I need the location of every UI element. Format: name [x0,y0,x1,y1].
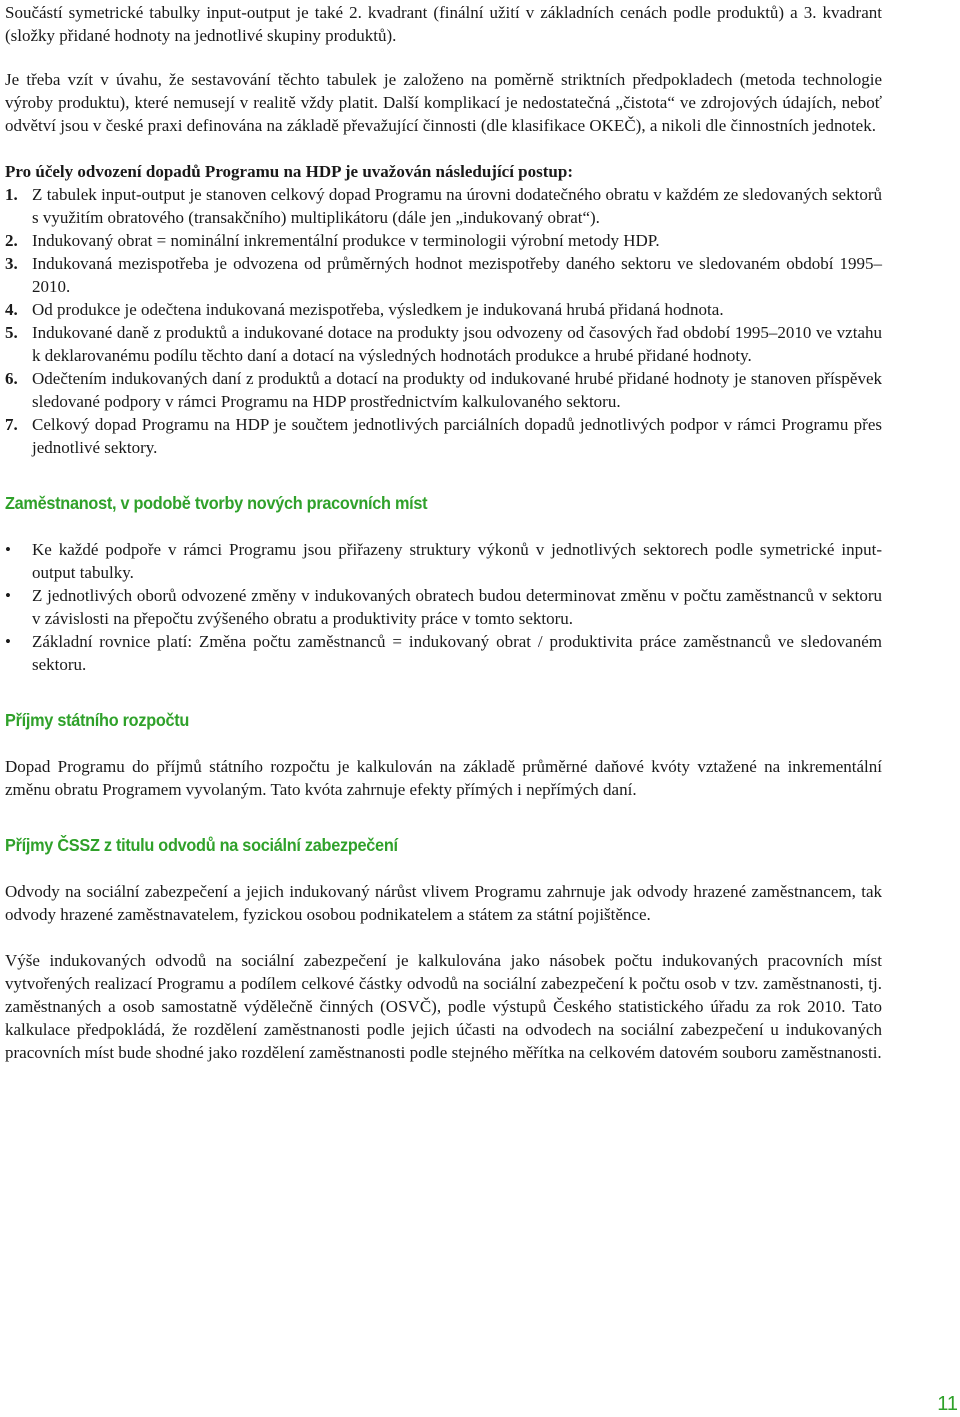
procedure-step [5,183,882,229]
paragraph-cssz-contributions: Odvody na sociální zabezpečení a jejich indukovaný nárůst vlivem Programu zahrnuje jak odvody hrazené zaměstnancem, tak odvody hrazené zaměstnavatelem, fyzickou osobou podnikatelem a státem za státní pojištěnce. [5,882,882,924]
bullet-text: Z jednotlivých oborů odvozené změny v indukovaných obratech budou determinovat změnu v počtu zaměstnanců v sektoru v závislosti na přepočtu zvýšeného obratu a produktivity práce v tomto sektoru. [32,586,882,628]
step-number: 6. [5,369,18,388]
bullet-text: Základní rovnice platí: Změna počtu zaměstnanců = indukovaný obrat / produktivita práce zaměstnanců ve sledovaném sektoru. [32,632,882,674]
step-text: Indukované daně z produktů a indukované dotace na produkty jsou odvozeny od časových řad období 1995–2010 ve vztahu k deklarovanému podílu těchto daní a dotací na výsledných hodnotách produkce a hrubé přidané hodnoty. [32,323,882,365]
step-text: Celkový dopad Programu na HDP je součtem jednotlivých parciálních dopadů jednotlivých podpor v rámci Programu přes jednotlivé sektory. [32,415,882,457]
procedure-step [5,321,882,367]
procedure-intro: Pro účely odvození dopadů Programu na HDP je uvažován následující postup: [5,162,573,181]
heading-employment: Zaměstnanost, v podobě tvorby nových pracovních míst [5,493,428,513]
bullet-icon: • [5,586,11,605]
step-number: 3. [5,254,18,273]
bullet-item [5,538,882,584]
step-number: 7. [5,415,18,434]
bullet-item [5,630,882,676]
step-text: Indukovaná mezispotřeba je odvozena od průměrných hodnot mezispotřeby daného sektoru ve sledovaném období 1995–2010. [32,254,882,296]
procedure-step [5,367,882,413]
employment-bullets [5,538,882,676]
step-text: Od produkce je odečtena indukovaná mezispotřeba, výsledkem je indukovaná hrubá přidaná hodnota. [32,300,724,319]
paragraph-quadrants: Součástí symetrické tabulky input-output je také 2. kvadrant (finální užití v základních cenách podle produktů) a 3. kvadrant (složky přidané hodnoty na jednotlivé skupiny produktů). [5,3,882,45]
paragraph-state-budget: Dopad Programu do příjmů státního rozpočtu je kalkulován na základě průměrné daňové kvóty vztažené na inkrementální změnu obratu Programem vyvolaným. Tato kvóta zahrnuje efekty přímých i nepřímých daní. [5,757,882,799]
heading-cssz: Příjmy ČSSZ z titulu odvodů na sociální zabezpečení [5,835,398,855]
step-text: Odečtením indukovaných daní z produktů a dotací na produkty od indukované hrubé přidané hodnoty je stanoven příspěvek sledované podpory v rámci Programu na HDP prostřednictvím kalkulovaného sektoru. [32,369,882,411]
step-text: Z tabulek input-output je stanoven celkový dopad Programu na úrovni dodatečného obratu v každém ze sledovaných sektorů s využitím obratového (transakčního) multiplikátoru (dále jen „indukovaný obrat“). [32,185,882,227]
procedure-step [5,298,882,321]
step-number: 1. [5,185,18,204]
bullet-text: Ke každé podpoře v rámci Programu jsou přiřazeny struktury výkonů v jednotlivých sektorech podle symetrické input-output tabulky. [32,540,882,582]
heading-state-budget: Příjmy státního rozpočtu [5,710,190,730]
page-number: 11 [937,1393,958,1415]
bullet-icon: • [5,632,11,651]
step-text: Indukovaný obrat = nominální inkrementální produkce v terminologii výrobní metody HDP. [32,231,660,250]
paragraph-assumptions: Je třeba vzít v úvahu, že sestavování těchto tabulek je založeno na poměrně striktních předpokladech (metoda technologie výroby produktu), které nemusejí v realitě vždy platit. Další komplikací je nedostatečná „čistota“ ve zdrojových údajích, neboť odvětví jsou v české praxi definována na základě převažující činnosti (dle klasifikace OKEČ), a nikoli dle činnostních jednotek. [5,70,882,135]
document-page [5,0,882,1064]
step-number: 2. [5,231,18,250]
bullet-icon: • [5,540,11,559]
procedure-step [5,252,882,298]
step-number: 4. [5,300,18,319]
procedure-step [5,413,882,459]
procedure-steps [5,183,882,459]
procedure-step [5,229,882,252]
step-number: 5. [5,323,18,342]
bullet-item [5,584,882,630]
paragraph-cssz-calculation: Výše indukovaných odvodů na sociální zabezpečení je kalkulována jako násobek počtu indukovaných pracovních míst vytvořených realizací Programu a podílem celkové částky odvodů na sociální zabezpečení k počtu osob v tzv. zaměstnanosti, tj. zaměstnaných a osob samostatně výdělečně činných (OSVČ), podle výstupů Českého statistického úřadu za rok 2010. Tato kalkulace předpokládá, že rozdělení zaměstnanosti podle jejich účasti na odvodech na sociální zabezpečení u indukovaných pracovních míst bude shodné jako rozdělení zaměstnanosti podle stejného měřítka na celkovém datovém souboru zaměstnanosti. [5,951,882,1062]
